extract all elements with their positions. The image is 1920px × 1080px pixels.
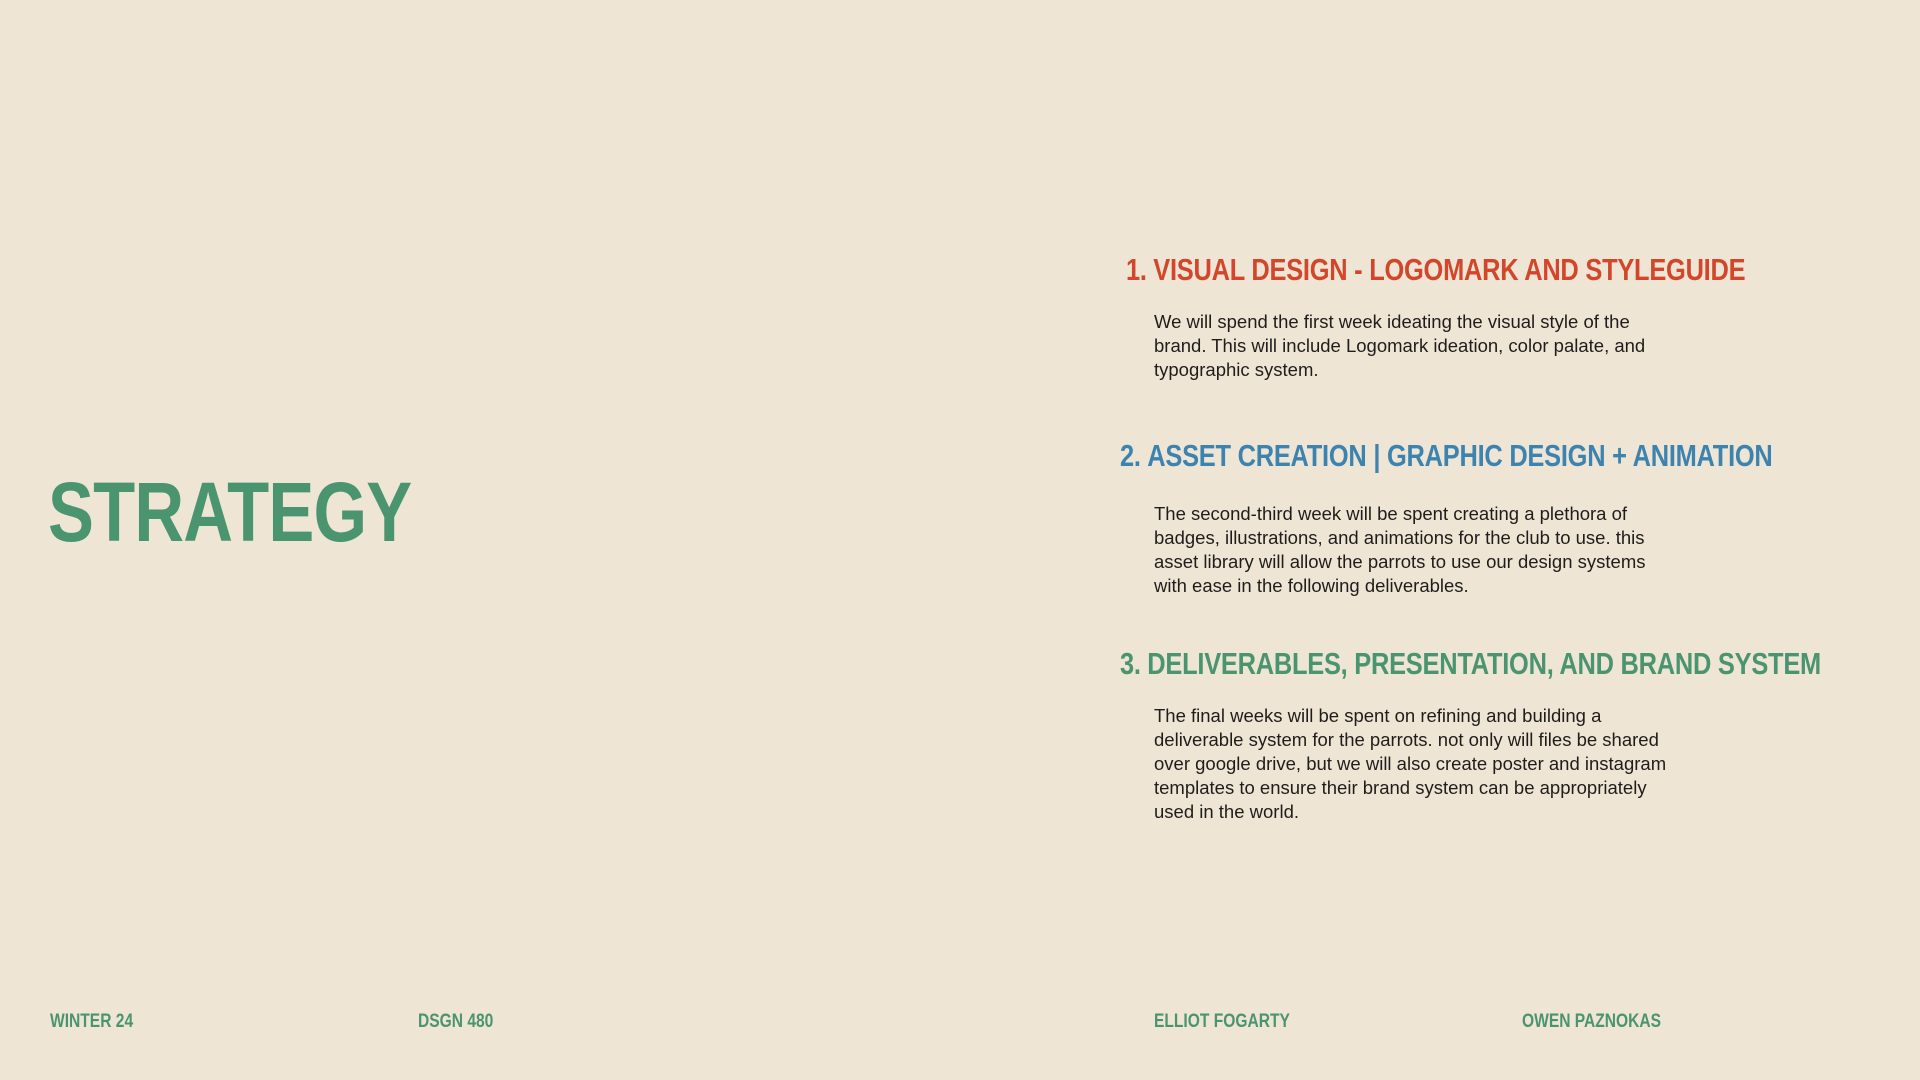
section-2-heading bbox=[1120, 436, 1773, 476]
section-1-body: We will spend the first week ideating the visual style of the brand. This will include Logomark ideation, color palate, and typographic system. bbox=[1154, 311, 1646, 380]
footer-term: WINTER 24 bbox=[50, 1011, 134, 1032]
page-title: STRATEGY bbox=[48, 465, 412, 559]
section-3-title: DELIVERABLES, PRESENTATION, AND BRAND SYSTEM bbox=[1147, 646, 1821, 681]
section-2-body: The second-third week will be spent creating a plethora of badges, illustrations, and animations for the club to use. this asset library will allow the parrots to use our design systems with ease in the following deliverables. bbox=[1154, 503, 1646, 596]
section-1-heading bbox=[1126, 250, 1745, 290]
section-2-title: ASSET CREATION | GRAPHIC DESIGN + ANIMATION bbox=[1147, 438, 1773, 473]
section-3-number: 3. bbox=[1120, 646, 1141, 681]
footer-author-2: OWEN PAZNOKAS bbox=[1522, 1011, 1662, 1032]
section-3-heading bbox=[1120, 644, 1821, 684]
section-1-number: 1. bbox=[1126, 252, 1147, 287]
footer-course: DSGN 480 bbox=[418, 1011, 494, 1032]
footer-author-1: ELLIOT FOGARTY bbox=[1154, 1011, 1290, 1032]
section-1-title: VISUAL DESIGN - LOGOMARK AND STYLEGUIDE bbox=[1153, 252, 1746, 287]
section-2-number: 2. bbox=[1120, 438, 1141, 473]
section-3-body: The final weeks will be spent on refining and building a deliverable system for the parrots. not only will files be shared over google drive, but we will also create poster and instagram templates to ensure their brand system can be appropriately used in the world. bbox=[1154, 705, 1667, 822]
